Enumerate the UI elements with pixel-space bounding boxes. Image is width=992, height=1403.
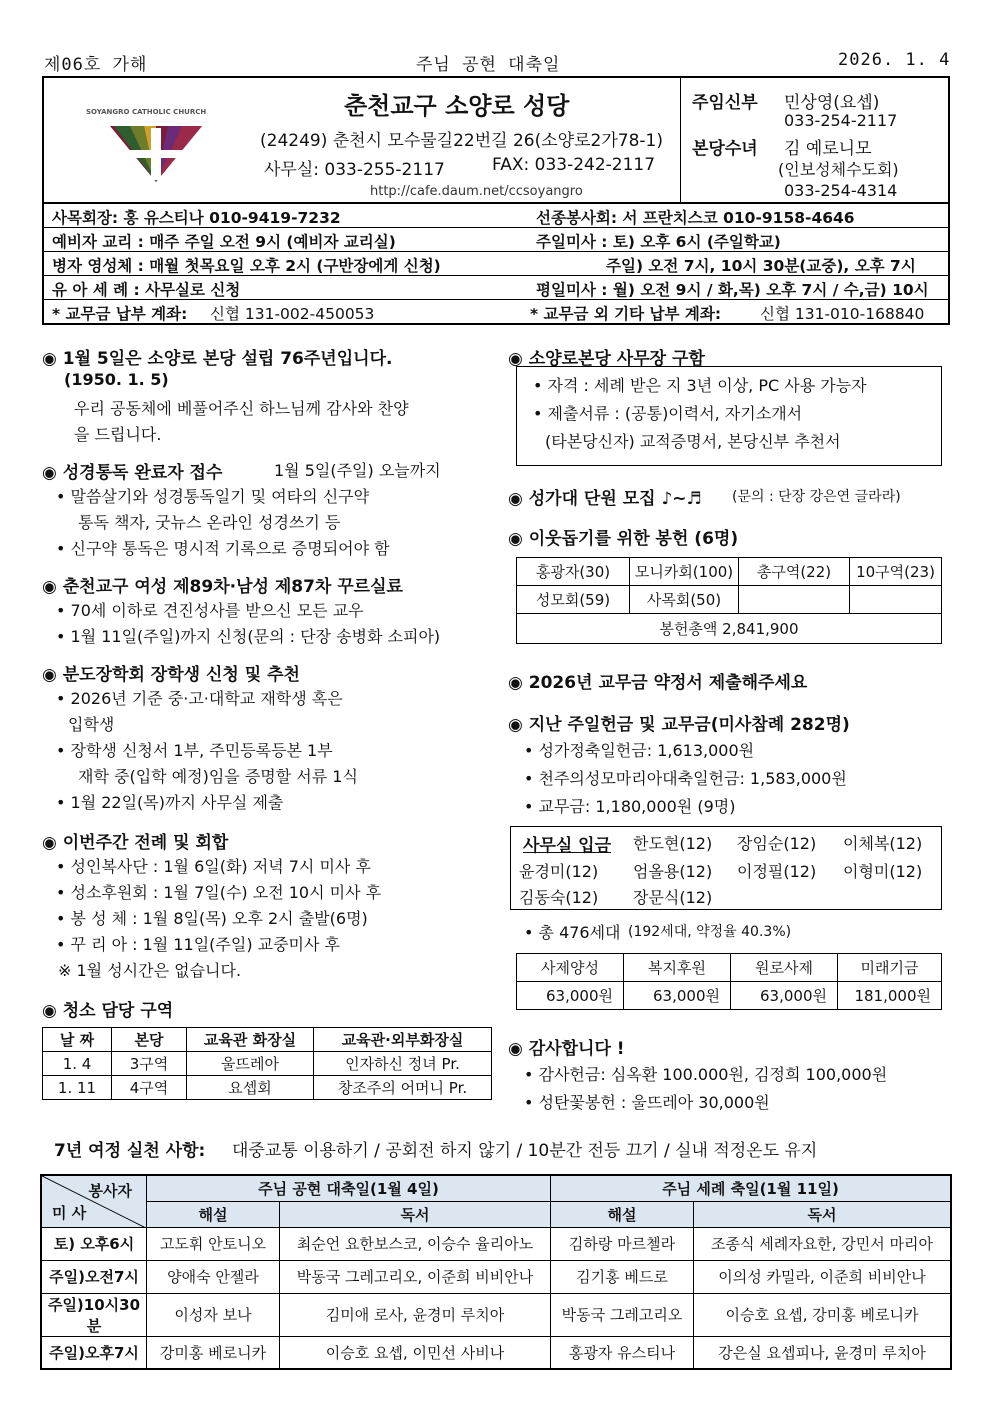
sec-cursillo-line2: • 1월 11일(주일)까지 신청(문의 : 단장 송병화 소피아) <box>56 627 441 646</box>
col-commentary: 해설 <box>147 1201 280 1227</box>
nun-name: 김 예로니모 <box>784 139 872 159</box>
sec-hiring-title: ◉ 소양로본당 사무장 구함 <box>508 349 705 369</box>
table-cell: 총구역(22) <box>739 558 850 586</box>
sec-liturgy-line1: • 성인복사단 : 1월 6일(화) 저녁 7시 미사 후 <box>56 857 371 876</box>
nun-phone: 033-254-4314 <box>784 181 898 200</box>
cleaning-table <box>42 1027 492 1100</box>
table-cell: 양애숙 안젤라 <box>147 1260 280 1293</box>
table-cell: 4구역 <box>112 1076 187 1100</box>
nun-order: (인보성체수도회) <box>778 160 899 179</box>
office-name: 이정필(12) <box>737 862 817 881</box>
info-table <box>42 204 950 325</box>
sec-thanks-title: ◉ 감사합니다 ! <box>508 1039 625 1059</box>
sec-donation-title: ◉ 이웃돕기를 위한 봉헌 (6명) <box>508 529 739 549</box>
info-r5a-val: 신협 131-002-450053 <box>210 305 375 323</box>
office-name: 김동숙(12) <box>519 888 599 907</box>
sec-anniversary-line2: 을 드립니다. <box>74 425 162 444</box>
table-cell: 김기홍 베드로 <box>551 1260 694 1293</box>
table-cell: 3구역 <box>112 1052 187 1076</box>
info-r4a: 유 아 세 례 : 사무실로 신청 <box>52 281 241 299</box>
table-cell: 홍광자 유스티나 <box>551 1336 694 1369</box>
table-cell: 홍광자(30) <box>517 558 630 586</box>
church-logo-icon <box>104 120 208 184</box>
info-r3b: 주일) 오전 7시, 10시 30분(교중), 오후 7시 <box>606 257 916 275</box>
hiring-line3: (타본당신자) 교적증명서, 본당신부 추천서 <box>545 432 841 451</box>
journey-label: 7년 여정 실천 사항: <box>54 1141 206 1161</box>
table-cell: 인자하신 정녀 Pr. <box>314 1052 492 1076</box>
mass-time: 토) 오후6시 <box>41 1227 147 1260</box>
office-name: 이형미(12) <box>843 862 923 881</box>
table-cell: 조종식 세례자요한, 강민서 마리아 <box>694 1227 952 1260</box>
sec-bible-line2: 통독 책자, 굿뉴스 온라인 성경쓰기 등 <box>78 513 341 532</box>
cleaning-head-edu: 교육관 화장실 <box>187 1028 314 1052</box>
fund-value: 63,000원 <box>731 982 838 1010</box>
fund-table <box>516 953 942 1010</box>
thanks-line2: • 성탄꽃봉헌 : 울뜨레아 30,000원 <box>524 1093 770 1112</box>
cafe-url[interactable]: http://cafe.daum.net/ccsoyangro <box>370 184 583 199</box>
table-cell: 1. 11 <box>43 1076 112 1100</box>
office-name: 윤경미(12) <box>519 862 599 881</box>
church-address: (24249) 춘천시 모수물길22번길 26(소양로2가78-1) <box>260 131 663 151</box>
donation-total: 봉헌총액 2,841,900 <box>517 614 942 644</box>
church-name: 춘천교구 소양로 성당 <box>344 92 570 120</box>
office-name: 엄올용(12) <box>633 862 713 881</box>
table-cell: 이의성 카밀라, 이준희 비비안나 <box>694 1260 952 1293</box>
table-cell: 울뜨레아 <box>187 1052 314 1076</box>
sec-bible-title: ◉ 성경통독 완료자 접수 <box>42 463 223 483</box>
table-cell: 박동국 그레고리오 <box>551 1293 694 1336</box>
table-cell: 김하랑 마르첼라 <box>551 1227 694 1260</box>
fund-value: 63,000원 <box>517 982 624 1010</box>
fund-head: 복지후원 <box>624 954 731 982</box>
sec-bible-tail: 1월 5일(주일) 오늘까지 <box>274 461 441 480</box>
mass-time: 주일)10시30분 <box>41 1293 147 1336</box>
servers-table <box>40 1174 952 1370</box>
fund-head: 사제양성 <box>517 954 624 982</box>
sec-anniversary-line1: 우리 공동체에 베풀어주신 하느님께 감사와 찬양 <box>74 399 409 418</box>
col-commentary: 해설 <box>551 1201 694 1227</box>
col-reading: 독서 <box>280 1201 551 1227</box>
table-cell: 창조주의 어머니 Pr. <box>314 1076 492 1100</box>
pastor-phone: 033-254-2117 <box>784 111 898 130</box>
sec-cleaning-title: ◉ 청소 담당 구역 <box>42 1001 174 1021</box>
office-deposit-label: 사무실 입금 <box>523 836 612 856</box>
table-cell <box>739 586 850 614</box>
office-name: 이체복(12) <box>843 834 923 853</box>
offering-line1: • 성가정축일헌금: 1,613,000원 <box>524 741 755 760</box>
table-cell: 요셉회 <box>187 1076 314 1100</box>
table-cell: 이승호 요셉, 이민선 사비나 <box>280 1336 551 1369</box>
table-cell: 고도휘 안토니오 <box>147 1227 280 1260</box>
info-r3a: 병자 영성체 : 매월 첫목요일 오후 2시 (구반장에게 신청) <box>52 257 441 275</box>
logo-text: SOYANGRO CATHOLIC CHURCH <box>86 108 207 116</box>
info-r1b: 선종봉사회: 서 프란치스코 010-9158-4646 <box>536 209 855 227</box>
households-line: • 총 476세대 <box>524 923 621 942</box>
corner-bottom-label: 미 사 <box>52 1204 87 1222</box>
info-r5b-label: * 교무금 외 기타 납부 계좌: <box>530 305 722 323</box>
sec-liturgy-line4: • 꾸 리 아 : 1월 11일(주일) 교중미사 후 <box>56 935 341 954</box>
table-cell: 1. 4 <box>43 1052 112 1076</box>
hiring-line1: • 자격 : 세례 받은 지 3년 이상, PC 사용 가능자 <box>533 376 867 395</box>
feast1-header: 주님 공현 대축일(1월 4일) <box>147 1175 551 1201</box>
bulletin-date: 2026. 1. 4 <box>838 50 951 70</box>
info-r5b-val: 신협 131-010-168840 <box>760 305 925 323</box>
table-cell: 이성자 보나 <box>147 1293 280 1336</box>
table-cell: 강미홍 베로니카 <box>147 1336 280 1369</box>
offering-line2: • 천주의성모마리아대축일헌금: 1,583,000원 <box>524 769 847 788</box>
sec-liturgy-line3: • 봉 성 체 : 1월 8일(목) 오후 2시 출발(6명) <box>56 909 368 928</box>
mass-time: 주일)오전7시 <box>41 1260 147 1293</box>
fund-value: 63,000원 <box>624 982 731 1010</box>
sec-scholarship-line5: • 1월 22일(목)까지 사무실 제출 <box>56 793 284 812</box>
fund-head: 미래기금 <box>838 954 942 982</box>
sec-choir-title: ◉ 성가대 단원 모집 ♪~♬ <box>508 489 702 509</box>
table-cell: 모니카회(100) <box>630 558 739 586</box>
sec-liturgy-line5: ※ 1월 성시간은 없습니다. <box>58 961 242 980</box>
info-r4b: 평일미사 : 월) 오전 9시 / 화,목) 오후 7시 / 수,금) 10시 <box>536 281 929 299</box>
sec-scholarship-line1: • 2026년 기준 중·고·대학교 재학생 혹은 <box>56 689 343 708</box>
offering-line3: • 교무금: 1,180,000원 (9명) <box>524 797 736 816</box>
hiring-line2: • 제출서류 : (공통)이력서, 자기소개서 <box>533 404 803 423</box>
journey-text: 대중교통 이용하기 / 공회전 하지 않기 / 10분간 전등 끄기 / 실내 적정온도 유지 <box>232 1141 818 1161</box>
pastor-label: 주임신부 <box>692 93 758 113</box>
table-cell: 성모회(59) <box>517 586 630 614</box>
col-reading: 독서 <box>694 1201 952 1227</box>
table-cell <box>850 586 942 614</box>
sec-cursillo-line1: • 70세 이하로 견진성사를 받으신 모든 교우 <box>56 601 364 620</box>
info-r2a: 예비자 교리 : 매주 주일 오전 9시 (예비자 교리실) <box>52 233 396 251</box>
sec-offering-title: ◉ 지난 주일헌금 및 교무금(미사참례 282명) <box>508 715 850 735</box>
households-tail: (192세대, 약정율 40.3%) <box>628 924 792 940</box>
table-cell: 박동국 그레고리오, 이준희 비비안나 <box>280 1260 551 1293</box>
sec-liturgy-line2: • 성소후원회 : 1월 7일(수) 오전 10시 미사 후 <box>56 883 382 902</box>
feast2-header: 주님 세례 축일(1월 11일) <box>551 1175 952 1201</box>
sec-pledge-title: ◉ 2026년 교무금 약정서 제출해주세요 <box>508 673 808 693</box>
sec-bible-line3: • 신구약 통독은 명시적 기록으로 증명되어야 함 <box>56 539 390 558</box>
fund-head: 원로사제 <box>731 954 838 982</box>
issue-number: 제06호 가해 <box>44 55 148 75</box>
sec-choir-tail: (문의 : 단장 강은연 글라라) <box>732 489 901 505</box>
corner-top-label: 봉사자 <box>88 1182 132 1200</box>
table-cell: 강은실 요셉피나, 윤경미 루치아 <box>694 1336 952 1369</box>
pastor-name: 민상영(요셉) <box>784 93 880 113</box>
office-phone: 사무실: 033-255-2117 <box>264 160 445 180</box>
table-cell: 김미애 로사, 윤경미 루치아 <box>280 1293 551 1336</box>
info-r2b: 주일미사 : 토) 오후 6시 (주일학교) <box>536 233 781 251</box>
hiring-box <box>516 366 942 466</box>
nun-label: 본당수녀 <box>692 139 758 159</box>
sec-liturgy-title: ◉ 이번주간 전례 및 회합 <box>42 833 229 853</box>
sec-scholarship-title: ◉ 분도장학회 장학생 신청 및 추천 <box>42 665 300 685</box>
mass-time: 주일)오후7시 <box>41 1336 147 1369</box>
sec-cursillo-title: ◉ 춘천교구 여성 제89차·남성 제87차 꾸르실료 <box>42 577 403 597</box>
donation-table <box>516 557 942 644</box>
servers-corner <box>41 1175 147 1227</box>
sec-anniversary-title: ◉ 1월 5일은 소양로 본당 설립 76주년입니다. <box>42 349 393 369</box>
sec-scholarship-line3: • 장학생 신청서 1부, 주민등록등본 1부 <box>56 741 333 760</box>
thanks-line1: • 감사헌금: 심옥환 100.000원, 김정희 100,000원 <box>524 1065 888 1084</box>
sec-scholarship-line2: 입학생 <box>68 715 115 734</box>
office-name: 장문식(12) <box>633 888 713 907</box>
info-r5a-label: * 교무금 납부 계좌: <box>52 305 188 323</box>
office-name: 한도현(12) <box>633 834 713 853</box>
sec-anniversary-date: (1950. 1. 5) <box>64 370 169 389</box>
fund-value: 181,000원 <box>838 982 942 1010</box>
office-deposit-box <box>510 826 942 910</box>
feast-title: 주님 공현 대축일 <box>416 55 561 75</box>
sec-bible-line1: • 말씀살기와 성경통독일기 및 여타의 신구약 <box>56 487 370 506</box>
table-cell: 최순언 요한보스코, 이승수 율리아노 <box>280 1227 551 1260</box>
sec-scholarship-line4: 재학 중(입학 예정)임을 증명할 서류 1식 <box>78 767 358 786</box>
cleaning-head-outer: 교육관·외부화장실 <box>314 1028 492 1052</box>
table-cell: 이승호 요셉, 강미홍 베로니카 <box>694 1293 952 1336</box>
header-box <box>42 76 950 204</box>
cleaning-head-date: 날 짜 <box>43 1028 112 1052</box>
table-cell: 10구역(23) <box>850 558 942 586</box>
info-r1a: 사목회장: 홍 유스티나 010-9419-7232 <box>52 209 341 227</box>
office-fax: FAX: 033-242-2117 <box>492 155 656 175</box>
office-name: 장임순(12) <box>737 834 817 853</box>
table-cell: 사목회(50) <box>630 586 739 614</box>
cleaning-head-parish: 본당 <box>112 1028 187 1052</box>
